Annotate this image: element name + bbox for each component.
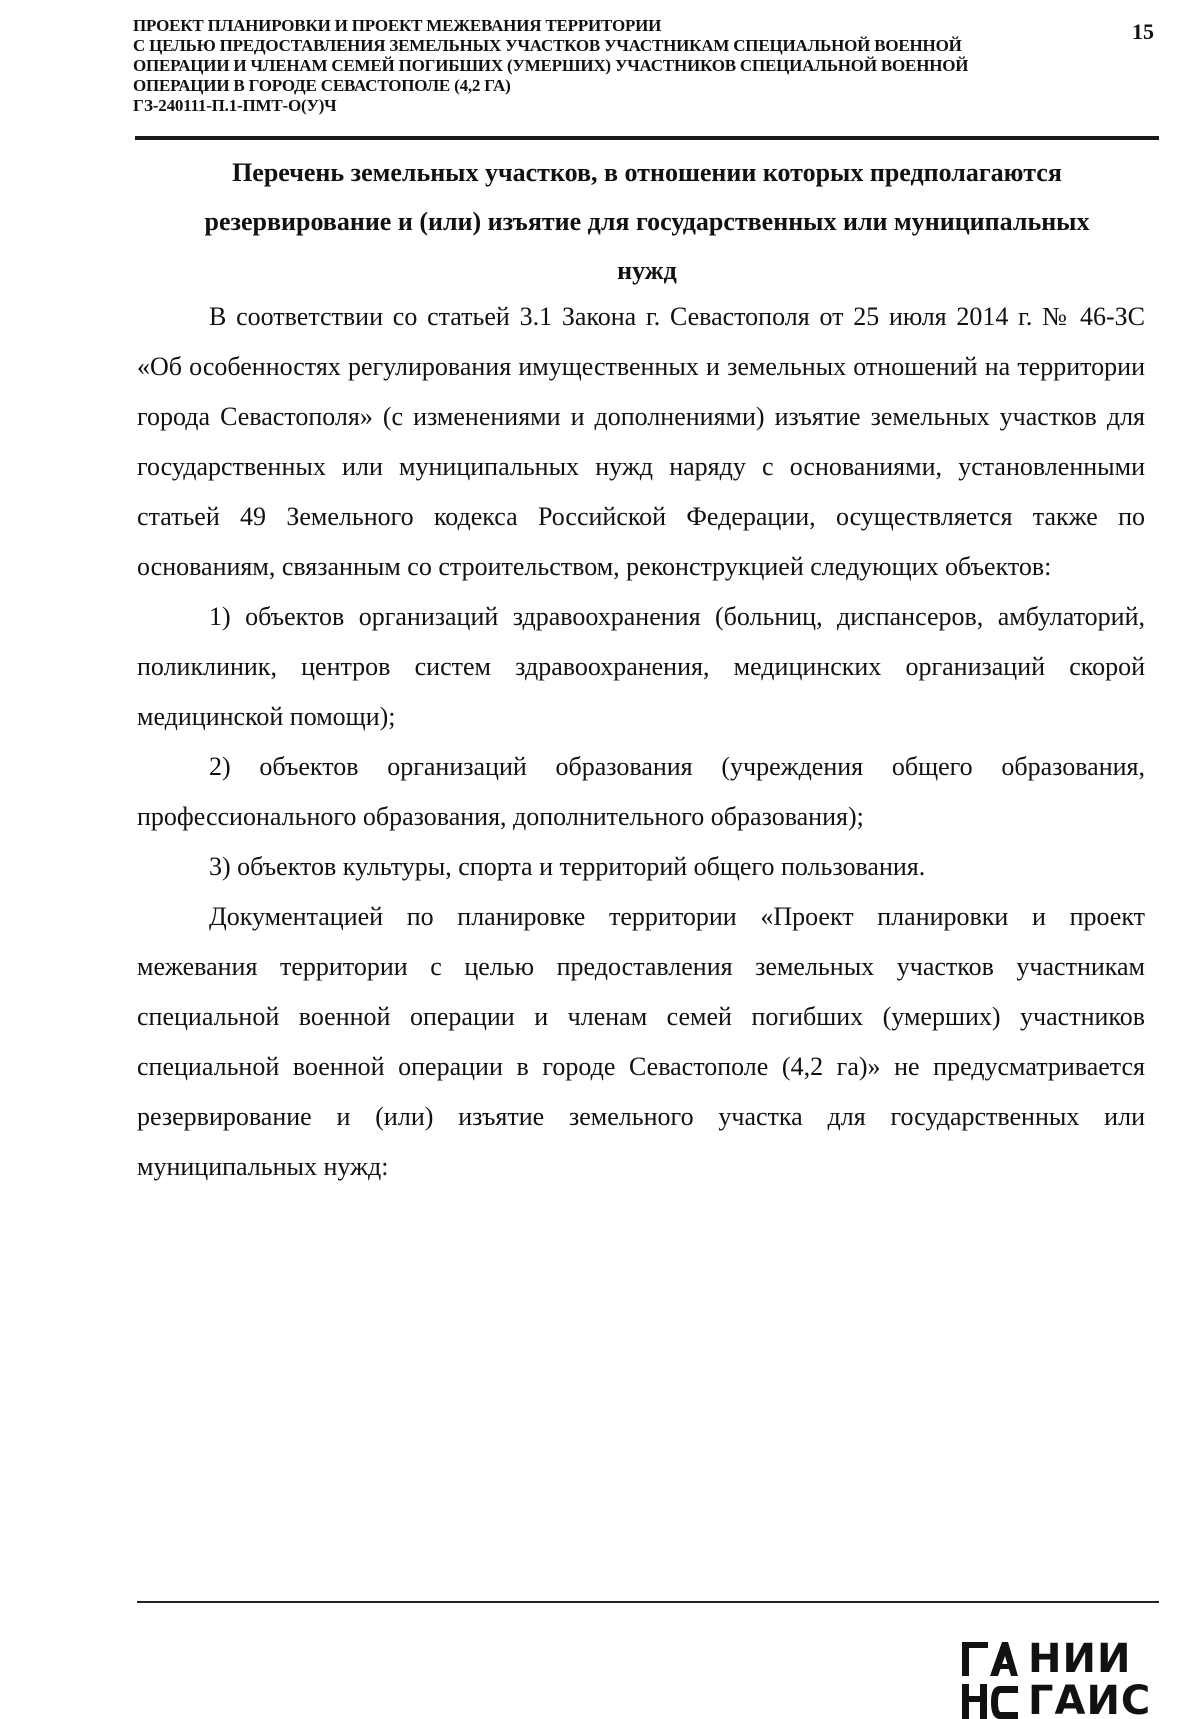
list-item-education: 2) объектов организаций образования (учреждения общего образования, профессионального образования, дополнительного образования); (137, 752, 1145, 831)
logo-text-line: ГАИС (1028, 1678, 1152, 1719)
title-line: Перечень земельных участков, в отношении которых предполагаются (232, 158, 1062, 187)
institute-logo-text (1028, 1638, 1151, 1719)
page-number: 15 (1132, 19, 1154, 44)
title-line: резервирование и (или) изъятие для государственных или муниципальных (204, 207, 1090, 236)
header-line: С ЦЕЛЬЮ ПРЕДОСТАВЛЕНИЯ ЗЕМЕЛЬНЫХ УЧАСТКОВ УЧАСТНИКАМ СПЕЦИАЛЬНОЙ ВОЕННОЙ (133, 36, 962, 55)
logo-text-line: НИИ (1028, 1636, 1132, 1682)
institute-logo (960, 1636, 1160, 1719)
title-line: нужд (617, 256, 677, 285)
document-header (133, 16, 1133, 116)
paragraph-law-reference: В соответствии со статьей 3.1 Закона г. Севастополя от 25 июля 2014 г. № 46-ЗС «Об особенностях регулирования имущественных и земельных отношений на территории города Севастополя» (с изменениями и дополнениями) изъятие земельных участков для государственных или муниципальных нужд наряду с основаниями, установленными статьей 49 Земельного кодекса Российской Федерации, осуществляется также по основаниям, связанным со строительством, реконструкцией следующих объектов: (137, 302, 1145, 581)
header-line: ПРОЕКТ ПЛАНИРОВКИ И ПРОЕКТ МЕЖЕВАНИЯ ТЕРРИТОРИИ (133, 16, 662, 35)
footer-divider (137, 1601, 1159, 1603)
list-item-culture-sport: 3) объектов культуры, спорта и территорий общего пользования. (209, 852, 926, 881)
section-title (135, 148, 1159, 295)
document-body (137, 292, 1145, 1192)
institute-logo-icon (960, 1636, 1018, 1719)
header-line: ОПЕРАЦИИ В ГОРОДЕ СЕВАСТОПОЛЕ (4,2 ГА) (133, 76, 511, 95)
paragraph-conclusion: Документацией по планировке территории «Проект планировки и проект межевания территории с целью предоставления земельных участков участникам специальной военной операции и членам семей погибших (умерших) участников специальной военной операции в городе Севастополе (4,2 га)» не предусматривается резервирование и (или) изъятие земельного участка для государственных или муниципальных нужд: (137, 902, 1145, 1181)
list-item-healthcare: 1) объектов организаций здравоохранения (больниц, диспансеров, амбулаторий, поликлиник, центров систем здравоохранения, медицинских организаций скорой медицинской помощи); (137, 602, 1145, 731)
header-divider (135, 136, 1159, 140)
document-code: ГЗ-240111-П.1-ПМТ-О(У)Ч (133, 96, 337, 115)
header-line: ОПЕРАЦИИ И ЧЛЕНАМ СЕМЕЙ ПОГИБШИХ (УМЕРШИХ) УЧАСТНИКОВ СПЕЦИАЛЬНОЙ ВОЕННОЙ (133, 56, 969, 75)
